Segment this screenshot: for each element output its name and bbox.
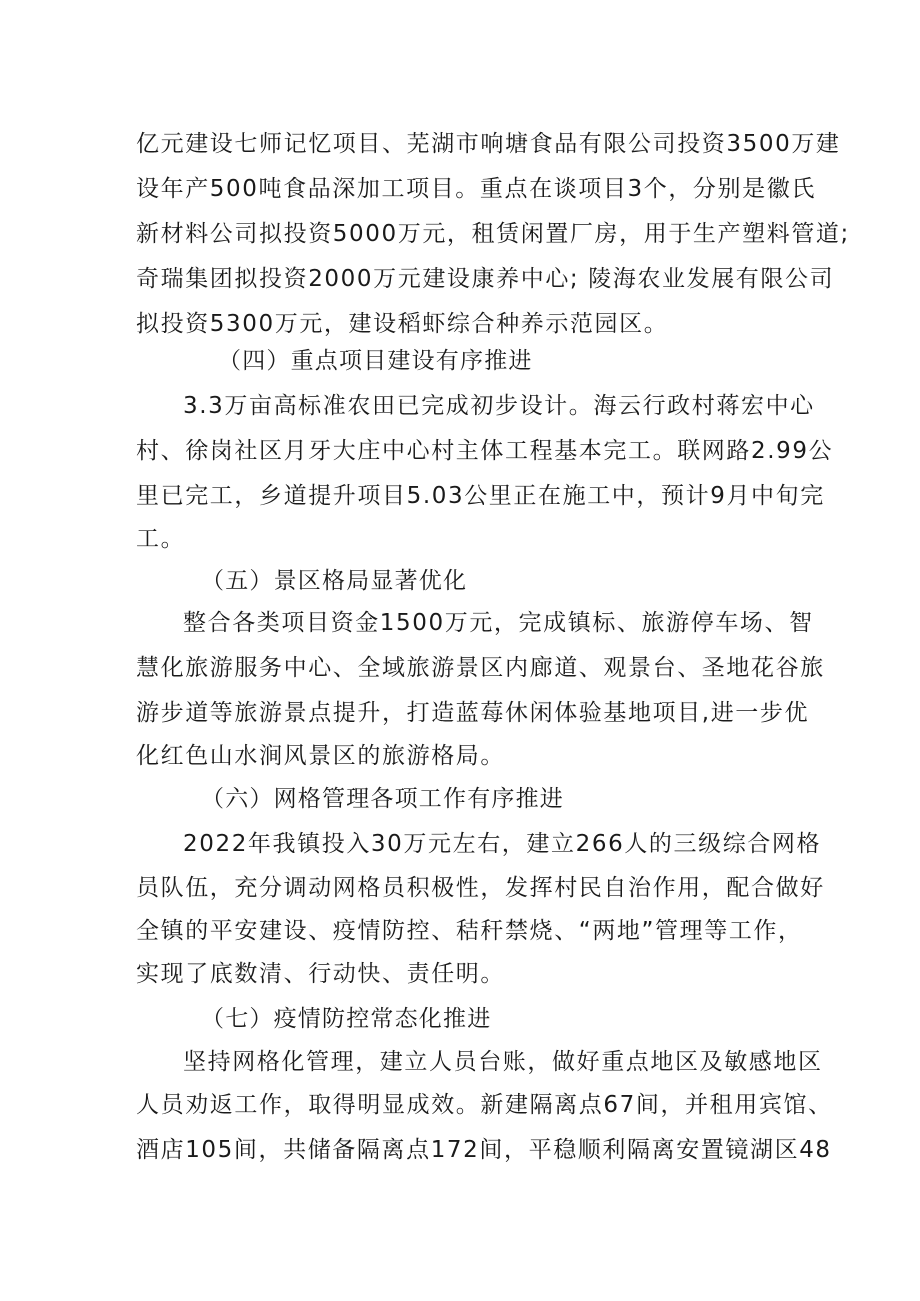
paragraph-line: 人员劝返工作，取得明显成效。新建隔离点67间，并租用宾馆、: [136, 1092, 833, 1118]
section-heading-5: （五）景区格局显著优化: [201, 568, 468, 594]
paragraph-line: 实现了底数清、行动快、责任明。: [136, 961, 505, 987]
paragraph-line: 拟投资5300万元，建设稻虾综合种养示范园区。: [136, 311, 669, 337]
paragraph-line: 村、徐岗社区月牙大庄中心村主体工程基本完工。联网路2.99公: [136, 438, 834, 464]
paragraph-line: 整合各类项目资金1500万元，完成镇标、旅游停车场、智: [183, 610, 814, 636]
paragraph-line: 设年产500吨食品深加工项目。重点在谈项目3个，分别是徽氏: [136, 176, 816, 202]
paragraph-line: 3.3万亩高标准农田已完成初步设计。海云行政村蒋宏中心: [183, 393, 815, 419]
paragraph-line: 坚持网格化管理，建立人员台账，做好重点地区及敏感地区: [183, 1049, 823, 1075]
paragraph-line: 亿元建设七师记忆项目、芜湖市响塘食品有限公司投资3500万建: [136, 131, 841, 157]
paragraph-line: 里已完工，乡道提升项目5.03公里正在施工中，预计9月中旬完: [136, 483, 825, 509]
section-heading-4: （四）重点项目建设有序推进: [218, 348, 533, 374]
section-heading-6: （六）网格管理各项工作有序推进: [201, 786, 564, 812]
paragraph-line: 化红色山水涧风景区的旅游格局。: [136, 743, 505, 769]
paragraph-line: 员队伍，充分调动网格员积极性，发挥村民自治作用，配合做好: [136, 875, 825, 901]
paragraph-line: 全镇的平安建设、疫情防控、秸秆禁烧、“两地”管理等工作，: [136, 918, 803, 944]
paragraph-line: 奇瑞集团拟投资2000万元建设康养中心; 陵海农业发展有限公司: [136, 266, 835, 292]
paragraph-line: 酒店105间，共储备隔离点172间，平稳顺利隔离安置镜湖区48: [136, 1137, 832, 1163]
paragraph-line: 2022年我镇投入30万元左右，建立266人的三级综合网格: [183, 831, 822, 857]
paragraph-line: 新材料公司拟投资5000万元，租赁闲置厂房，用于生产塑料管道;: [136, 221, 850, 247]
paragraph-line: 工。: [136, 526, 186, 552]
section-heading-7: （七）疫情防控常态化推进: [201, 1006, 492, 1032]
paragraph-line: 游步道等旅游景点提升，打造蓝莓休闲体验基地项目,进一步优: [136, 700, 810, 726]
paragraph-line: 慧化旅游服务中心、全域旅游景区内廊道、观景台、圣地花谷旅: [136, 655, 825, 681]
